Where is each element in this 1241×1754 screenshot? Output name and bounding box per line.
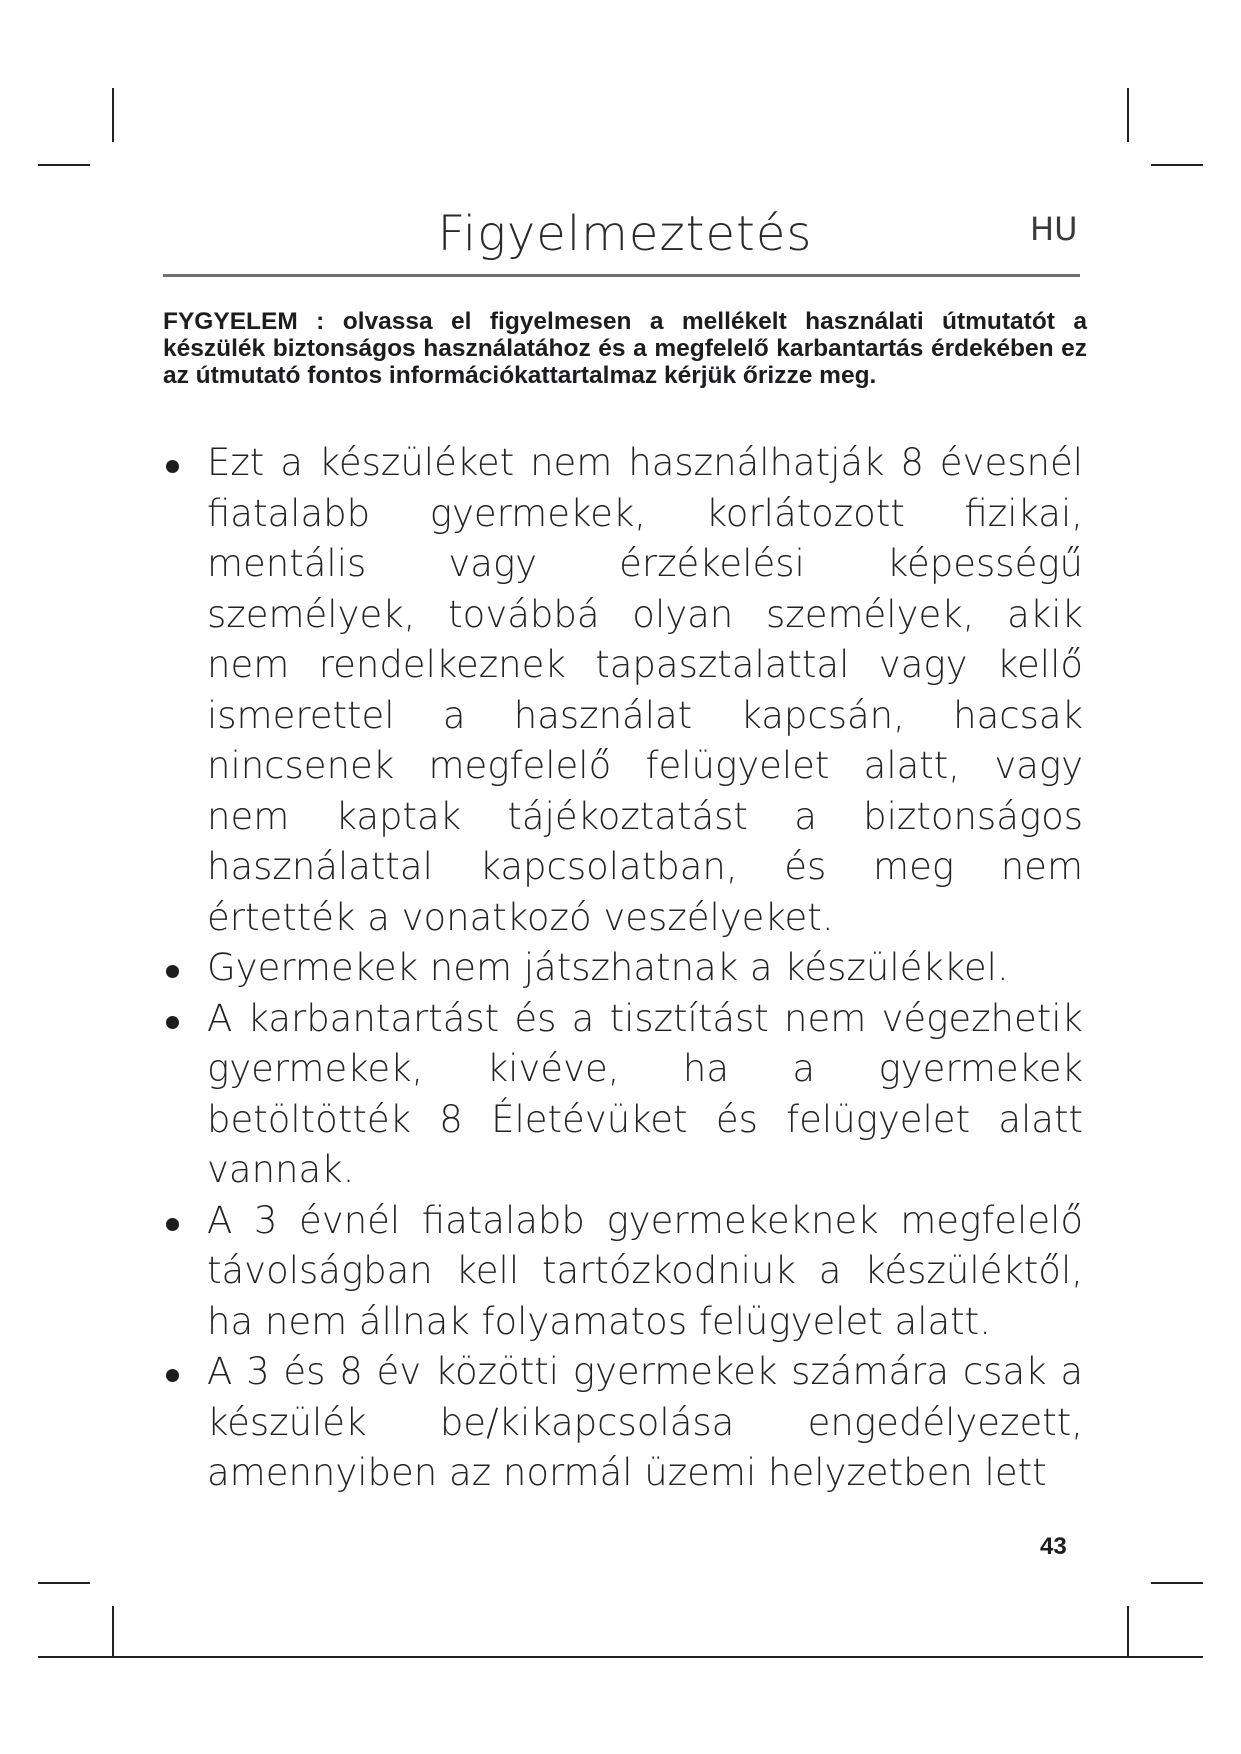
list-item <box>163 994 1083 1196</box>
crop-mark-bottom-left-horizontal <box>38 1582 90 1584</box>
title-underline <box>163 274 1080 277</box>
list-item <box>163 1196 1083 1348</box>
crop-mark-top-right-vertical <box>1127 88 1129 142</box>
page-number: 43 <box>1040 1533 1067 1560</box>
warning-bullet-list <box>163 438 1083 1499</box>
bullet-text: A 3 évnél fiatalabb gyermekeknek megfelelő távolságban kell tartózkodniuk a készüléktől, ha nem állnak folyamatos felügyelet alatt. <box>207 1198 1083 1343</box>
crop-mark-top-left-horizontal <box>38 164 90 166</box>
crop-mark-top-right-horizontal <box>1151 164 1203 166</box>
list-item <box>163 943 1083 994</box>
crop-mark-top-left-vertical <box>112 88 114 142</box>
bullet-text: A 3 és 8 év közötti gyermekek számára csak a készülék be/kikapcsolása engedélyezett, amennyiben az normál üzemi helyzetben lett <box>207 1350 1083 1494</box>
crop-mark-bottom-right-vertical <box>1127 1606 1129 1658</box>
list-item <box>163 1347 1083 1499</box>
bullet-text: Gyermekek nem játszhatnak a készülékkel. <box>207 946 1009 989</box>
bottom-trim-line <box>38 1656 1203 1658</box>
bullet-text: A karbantartást és a tisztítást nem végezhetik gyermekek, kivéve, ha a gyermekek betöltötték 8 Életévüket és felügyelet alatt vannak. <box>207 996 1083 1191</box>
language-code: HU <box>1030 210 1078 248</box>
crop-mark-bottom-right-horizontal <box>1151 1582 1203 1584</box>
crop-mark-bottom-left-vertical <box>112 1606 114 1658</box>
page-title: Figyelmeztetés <box>437 206 813 262</box>
bullet-text: Ezt a készüléket nem használhatják 8 évesnél fiatalabb gyermekek, korlátozott fizikai, mentális vagy érzékelési képességű személyek, továbbá olyan személyek, akik nem rendelkeznek tapasztalattal vagy kellő ismerettel a használat kapcsán, hacsak nincsenek megfelelő felügyelet alatt, vagy nem kaptak tájékoztatást a biztonságos használattal kapcsolatban, és meg nem értették a vonatkozó veszélyeket. <box>207 441 1083 939</box>
warning-intro-paragraph: FYGYELEM : olvassa el figyelmesen a mellékelt használati útmutatót a készülék biztonságos használatához és a megfelelő karbantartás érdekében ez az útmutató fontos információkattartalmaz kérjük őrizze meg. <box>163 308 1087 389</box>
list-item <box>163 438 1083 943</box>
